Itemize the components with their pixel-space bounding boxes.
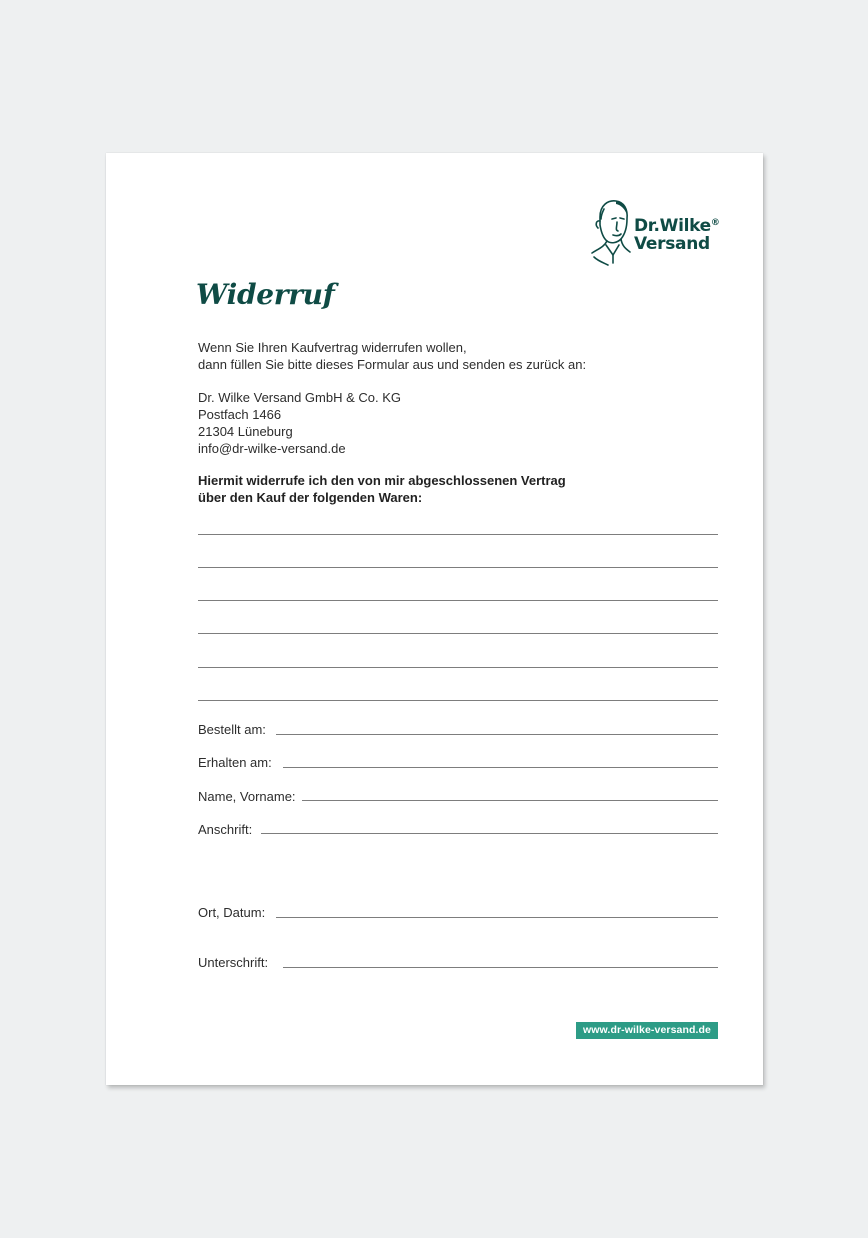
place-date-label: Ort, Datum:: [198, 905, 266, 920]
goods-line-3[interactable]: [198, 600, 718, 601]
brand-name-line2: Versand: [634, 234, 710, 254]
received-on-field[interactable]: [283, 767, 718, 768]
intro-line-1: Wenn Sie Ihren Kaufvertrag widerrufen wollen,: [198, 340, 467, 355]
received-on-label: Erhalten am:: [198, 755, 272, 770]
goods-line-6[interactable]: [198, 700, 718, 701]
address-postbox: Postfach 1466: [198, 407, 282, 422]
brand-logo: [586, 197, 726, 267]
address-field[interactable]: [261, 833, 718, 834]
registered-mark: ®: [710, 218, 720, 228]
goods-line-2[interactable]: [198, 567, 718, 568]
ordered-on-label: Bestellt am:: [198, 722, 266, 737]
ordered-on-field[interactable]: [276, 734, 718, 735]
address-city: 21304 Lüneburg: [198, 424, 293, 439]
name-label: Name, Vorname:: [198, 789, 296, 804]
goods-line-1[interactable]: [198, 534, 718, 535]
address-label: Anschrift:: [198, 822, 253, 837]
website-url-badge[interactable]: www.dr-wilke-versand.de: [576, 1022, 718, 1039]
signature-label: Unterschrift:: [198, 955, 269, 970]
name-field[interactable]: [302, 800, 718, 801]
signature-field[interactable]: [283, 967, 718, 968]
brand-wordmark: [634, 217, 720, 253]
goods-line-5[interactable]: [198, 667, 718, 668]
address-email: info@dr-wilke-versand.de: [198, 441, 346, 456]
brand-name-line1: Dr.Wilke: [634, 216, 711, 236]
goods-line-4[interactable]: [198, 633, 718, 634]
portrait-logo-icon: [586, 197, 632, 267]
address-company: Dr. Wilke Versand GmbH & Co. KG: [198, 390, 402, 405]
page-title: Widerruf: [196, 278, 335, 311]
declaration-line-1: Hiermit widerrufe ich den von mir abgeschlossenen Vertrag: [198, 473, 566, 488]
declaration-line-2: über den Kauf der folgenden Waren:: [198, 490, 423, 505]
place-date-field[interactable]: [276, 917, 718, 918]
form-sheet: [106, 153, 763, 1085]
intro-line-2: dann füllen Sie bitte dieses Formular aus und senden es zurück an:: [198, 357, 587, 372]
